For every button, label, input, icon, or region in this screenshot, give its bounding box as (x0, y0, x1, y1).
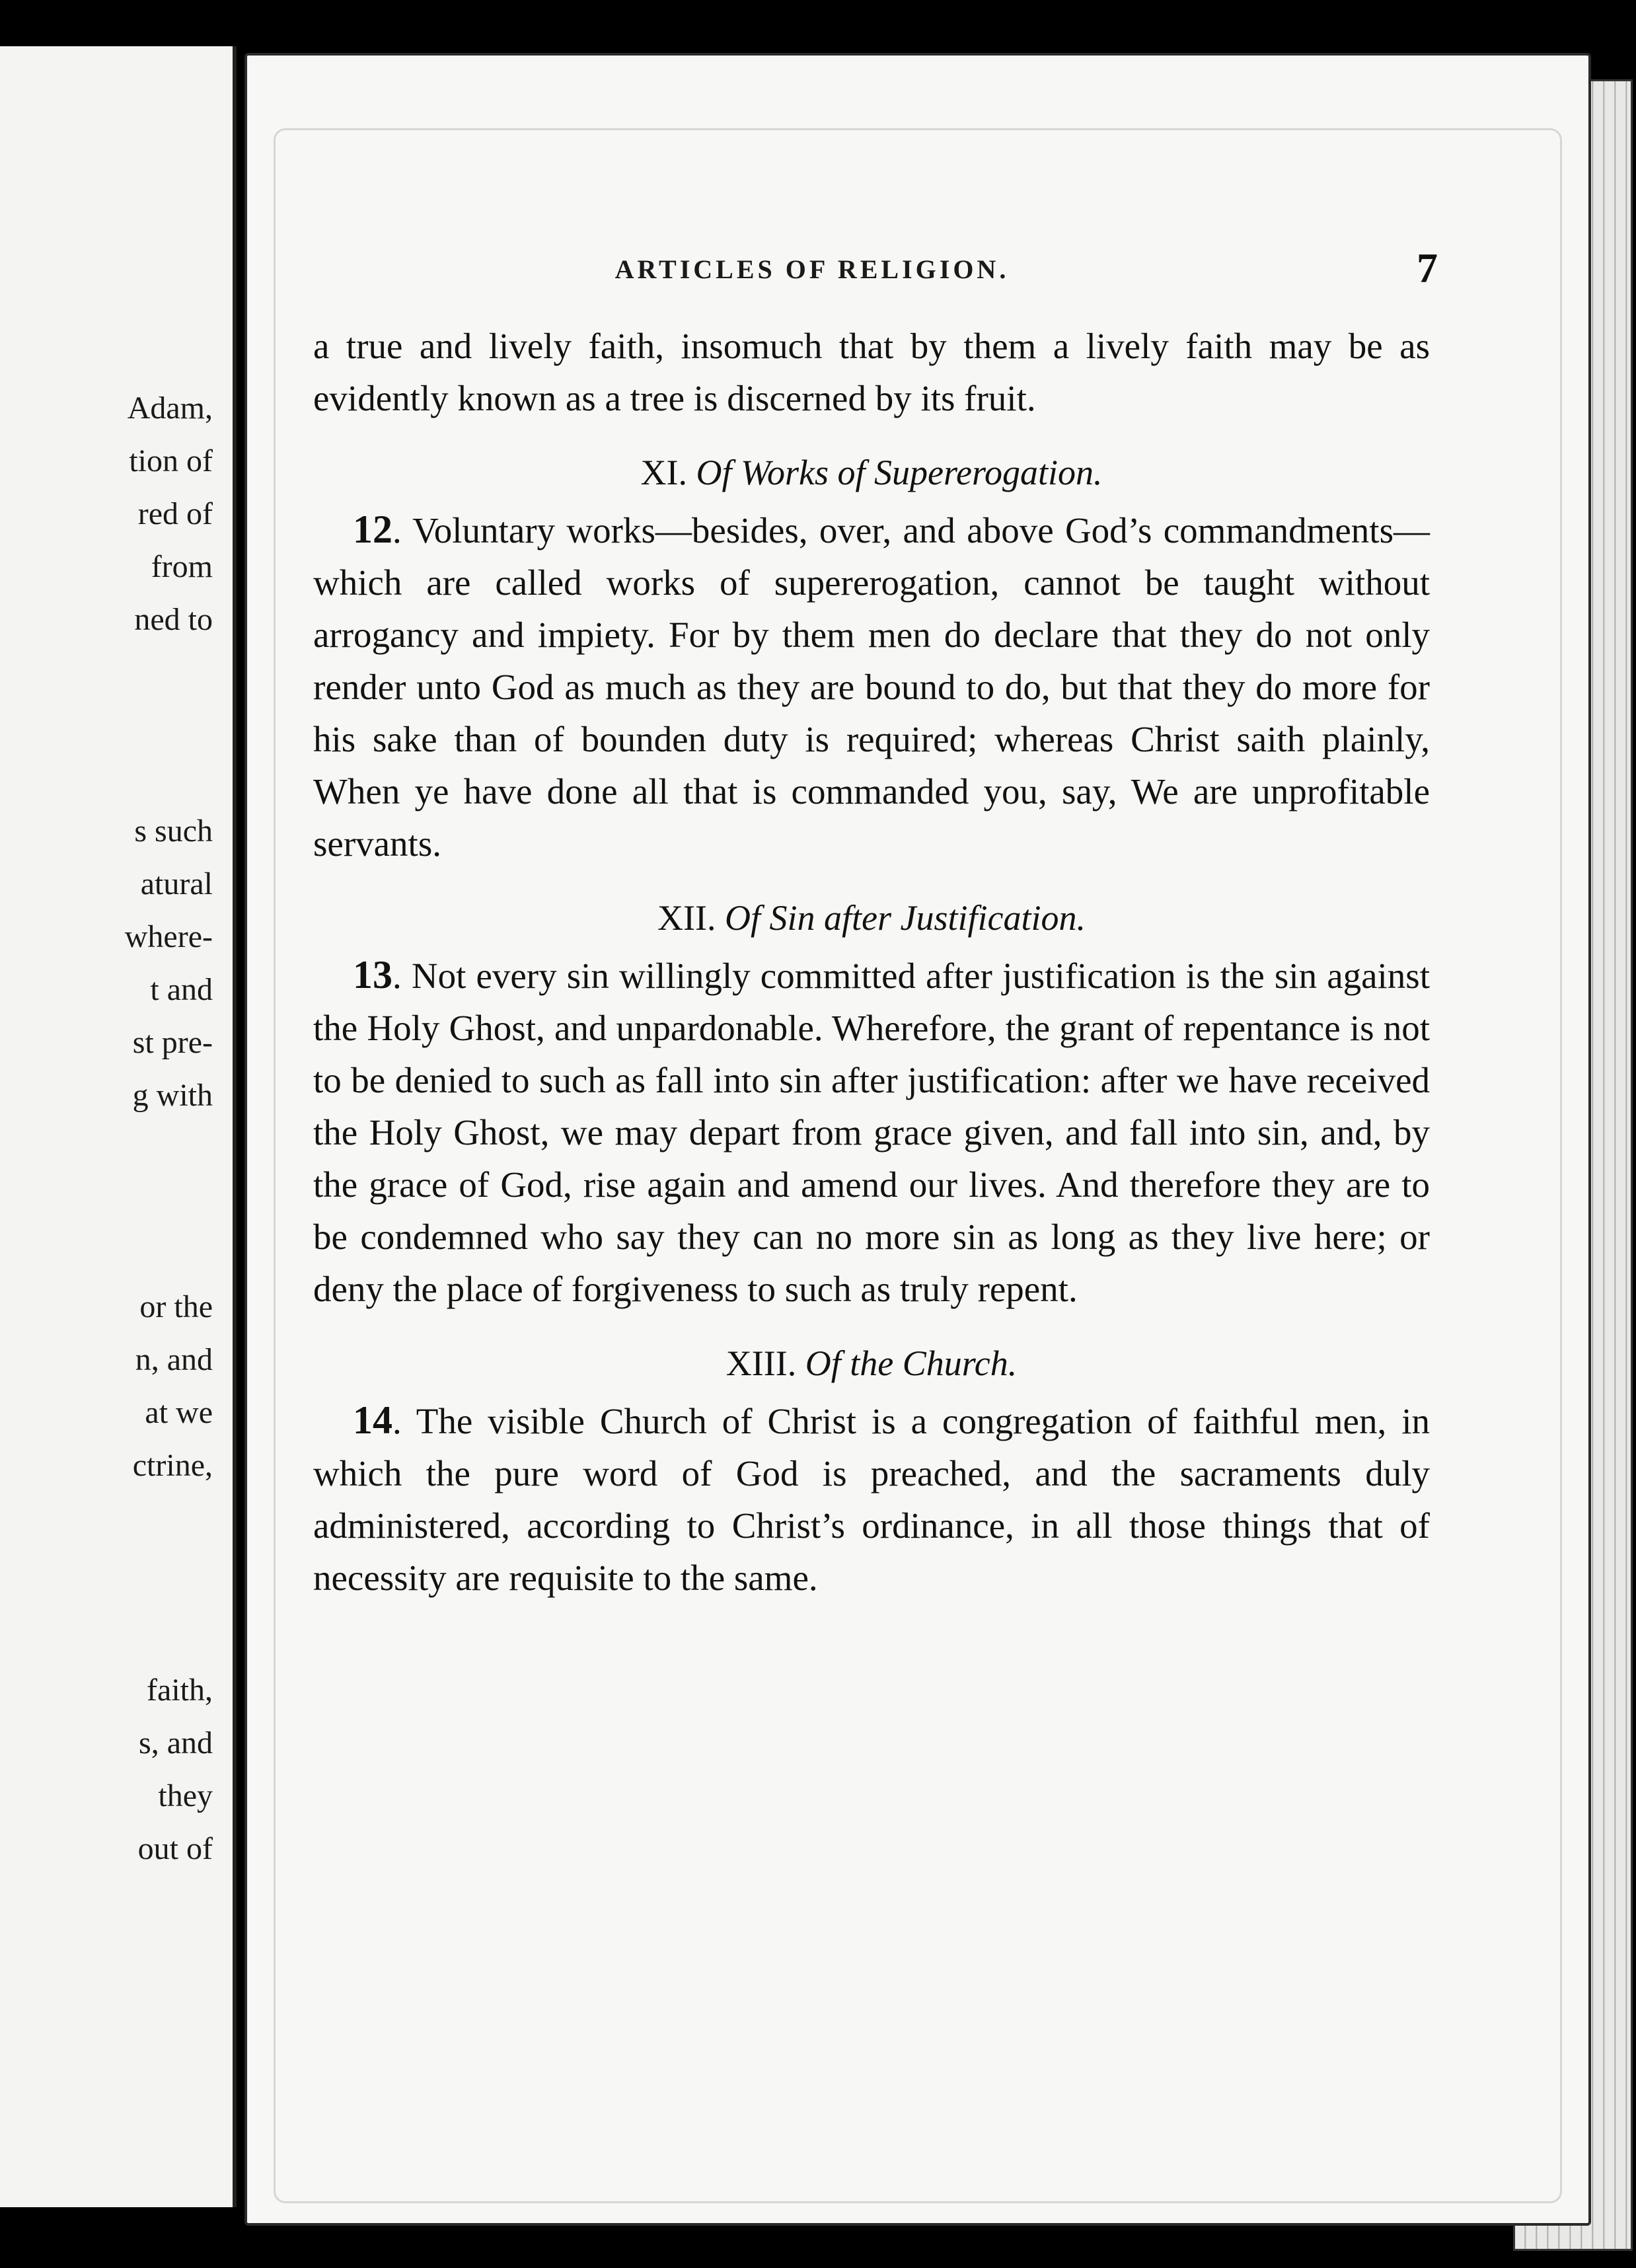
left-page-line: ned to (134, 602, 213, 637)
article-title: Of Sin after Justification. (725, 898, 1086, 938)
running-head: ARTICLES OF RELIGION. (614, 254, 1010, 284)
left-page-line: faith, (147, 1673, 213, 1708)
left-page-line: out of (137, 1831, 213, 1866)
left-page-line: red of (137, 496, 213, 531)
article-numeral: XII. (657, 898, 716, 938)
paragraph-number: 14 (353, 1398, 392, 1442)
article-paragraph: 14. The visible Church of Christ is a congregation of faithful men, in which the pure word of God is preached, and the sacraments duly administered, according to Christ’s ordinance, in all those things that of necessity are requisite to the same. (313, 1398, 1430, 1598)
article-paragraph: 12. Voluntary works—besides, over, and above God’s commandments—which are called works of supererogation, cannot be taught without arrogancy and impiety. For by them men do declare that they do not only render unto God as much as they are bound to do, but that they do more for his sake than of bounden duty is required; whereas Christ saith plainly, When ye have done all that is commanded you, say, We are unprofitable servants. (313, 508, 1430, 864)
article-numeral: XI. (640, 453, 687, 492)
left-page-line: g with (132, 1078, 213, 1113)
left-page-line: at we (145, 1395, 213, 1430)
article-paragraph: 13. Not every sin willingly committed after justification is the sin against the Holy Ghost, and unpardonable. Wherefore, the grant of repentance is not to be denied to such as fall into sin after justification: after we have received the Holy Ghost, we may depart from grace given, and fall into sin, and, by the grace of God, rise again and amend our lives. And therefore they are to be condemned who say they can no more sin as long as they live here; or deny the place of forgiveness to such as truly repent. (313, 953, 1430, 1309)
page-content (313, 320, 1430, 1604)
left-page-line: ctrine, (132, 1448, 213, 1483)
left-page-line: they (158, 1778, 213, 1813)
left-page-line: from (151, 549, 213, 584)
book-page (244, 53, 1591, 2226)
paragraph-text: The visible Church of Christ is a congregation of faithful men, in which the pure word of God is preached, and the sacraments duly administered, according to Christ’s ordinance, in all those things that of necessity are requisite to the same. (313, 1401, 1430, 1598)
article-heading (313, 1340, 1430, 1386)
paragraph-number: 13 (353, 953, 392, 997)
left-page-line: where- (124, 919, 213, 954)
left-page-fragment (0, 46, 237, 2207)
left-page-line: st pre- (132, 1025, 213, 1060)
article-title: Of the Church. (805, 1343, 1018, 1383)
paragraph-number: 12 (353, 508, 392, 551)
left-page-line: t and (150, 972, 213, 1007)
left-page-line: or the (139, 1289, 213, 1324)
left-page-line: atural (140, 866, 213, 901)
article-heading (313, 895, 1430, 941)
left-page-line: tion of (129, 443, 213, 478)
left-page-line: s, and (139, 1725, 213, 1760)
page-number: 7 (1417, 245, 1438, 291)
article-title: Of Works of Supererogation. (696, 453, 1103, 492)
continuation-paragraph: a true and lively faith, insomuch that by them a lively faith may be as evidently known as a tree is discerned by its fruit. (313, 326, 1430, 418)
article-heading (313, 449, 1430, 496)
paragraph-text: Voluntary works—besides, over, and above God’s commandments—which are called works of supererogation, cannot be taught without arrogancy and impiety. For by them men do declare that they do not only render unto God as much as they are bound to do, but that they do more for his sake than of bounden duty is required; whereas Christ saith plainly, When ye have done all that is commanded you, say, We are unprofitable servants. (313, 510, 1430, 864)
article-numeral: XIII. (725, 1343, 797, 1383)
paragraph-text: Not every sin willingly committed after justification is the sin against the Holy Ghost, and unpardonable. Wherefore, the grant of repentance is not to be denied to such as fall into sin after justification: after we have received the Holy Ghost, we may depart from grace given, and fall into sin, and, by the grace of God, rise again and amend our lives. And therefore they are to be condemned who say they can no more sin as long as they live here; or deny the place of forgiveness to such as truly repent. (313, 956, 1430, 1309)
left-page-line: n, and (135, 1342, 213, 1377)
left-page-line: s such (134, 813, 213, 849)
left-page-line: Adam, (127, 391, 213, 426)
